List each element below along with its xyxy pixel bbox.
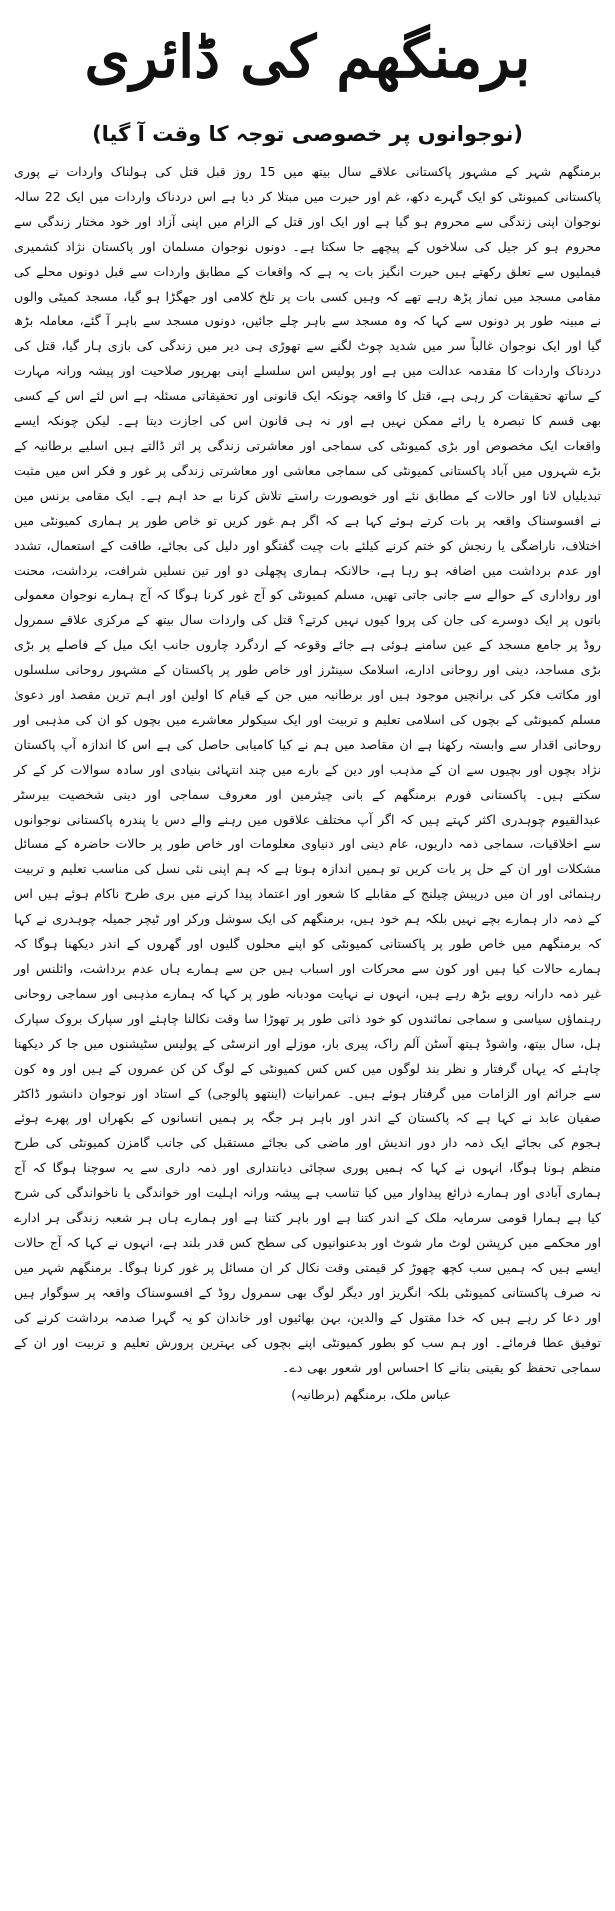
author-byline: عباس ملک، برمنگھم (برطانیہ)	[291, 1387, 451, 1403]
column-subtitle: (نوجوانوں پر خصوصی توجہ کا وقت آ گیا)	[92, 122, 523, 146]
article-body: برمنگھم شہر کے مشہور پاکستانی علاقے سال بیتھ میں 15 روز قبل قتل کی ہولناک واردات نے پوری پاکستانی کمیونٹی کو ایک گہرے دکھ، غم اور حیرت میں مبتلا کر دیا ہے اس دردناک واردات میں ایک 22 سالہ نوجوان اپنی زندگی سے محروم ہو گیا ہے اور ایک اور قتل کے الزام میں اپنی آزاد اور خود مختار زندگی سے محروم ہو کر جیل کی سلاخوں کے پیچھے جا سکتا ہے۔ دونوں نوجوان مسلمان اور پاکستان نژاد کشمیری فیملیوں سے تعلق رکھتے ہیں حیرت انگیز بات یہ ہے کہ واقعات کے مطابق واردات سے قبل دونوں محلے کی مقامی مسجد میں نماز پڑھ رہے تھے کہ وہیں کسی بات پر تلخ کلامی اور جھگڑا ہو گیا، مسجد کمیٹی والوں نے مبینہ طور پر دونوں سے کہا کہ وہ مسجد سے باہر چلے جائیں، دونوں مسجد سے باہر آ گئے، معاملہ بڑھ گیا اور ایک نوجوان غالباً سر میں شدید چوٹ لگنے سے تھوڑی ہی دیر میں زندگی کی بازی ہار گیا، قتل کی دردناک واردات کا مقدمہ عدالت میں ہے اور پولیس اس سلسلے اپنی بھرپور صلاحیت اور پیشہ ورانہ مہارت کے ساتھ تحقیقات کر رہی ہے، قتل کا واقعہ چونکہ ایک قانونی اور تحقیقاتی مسئلہ ہے اس لئے اس کے کسی بھی قسم کا تبصرہ یا رائے ممکن نہیں ہے اور نہ ہی قانون اس کی اجازت دیتا ہے۔ لیکن چونکہ ایسے واقعات ایک مخصوص اور بڑی کمیونٹی کی سماجی اور معاشرتی زندگی پر اثر ڈالتے ہیں اسلیے برطانیہ کے بڑے شہروں میں آباد پاکستانی کمیونٹی کی سماجی معاشی اور معاشرتی زندگی پر غور و فکر اس میں مثبت تبدیلیاں لانا اور حالات کے مطابق نئے اور خوبصورت راستے تلاش کرنا بے حد اہم ہے۔ ایک مقامی برنس مین نے افسوسناک واقعہ پر بات کرتے ہوئے کہا ہے کہ اگر ہم غور کریں تو خاص طور پر ہماری کمیونٹی میں اختلاف، ناراضگی یا رنجش کو ختم کرنے کیلئے بات چیت گفتگو اور دلیل کی بجائے، طاقت کے استعمال، تشدد اور عدم برداشت میں اضافہ ہو رہا ہے، حالانکہ ہماری پچھلی دو اور تین نسلیں شرافت، برداشت، محنت اور رواداری کے حوالے سے جانی جاتی تھیں، مسلم کمیونٹی کو آج غور کرنا ہوگا کہ آج ہمارے نوجوان معمولی باتوں پر ایک دوسرے کی جان کی پروا کیوں نہیں کرتے؟ قتل کی واردات سال بیتھ کے مرکزی علاقے سمرول روڈ پر جامع مسجد کے عین سامنے ہوئی ہے جائے وقوعہ کے اردگرد چاروں جانب ایک میل کے فاصلے پر بڑی بڑی مساجد، دینی اور روحانی ادارے، اسلامک سینٹرز اور خاص طور پر پاکستان کے مشہور روحانی سلسلوں اور مکاتب فکر کی برانچیں موجود ہیں اور برطانیہ میں جن کے قیام کا اولین اور اہم ترین مقصد اور دعویٰ مسلم کمیونٹی کے بچوں کی اسلامی تعلیم و تربیت اور ایک سیکولر معاشرے میں بچوں کو ان کی مذہبی اور روحانی اقدار سے وابستہ رکھنا ہے ان مقاصد میں ہم نے کیا کامیابی حاصل کی ہے اس کا اندازہ آپ پاکستان نژاد بچوں اور بچیوں سے ان کے مذہب اور دین کے بارے میں چند انتہائی بنیادی اور سادہ سوالات کر کے کر سکتے ہیں۔ پاکستانی فورم برمنگھم کے بانی چیئرمین اور معروف سماجی اور دینی شخصیت بیرسٹر عبدالقیوم چوہدری اکثر کہتے ہیں کہ اگر آپ مختلف علاقوں میں رہنے والے دس یا پندرہ پاکستانی نوجوانوں سے اخلاقیات، سماجی ذمہ داریوں، عام دینی اور دنیاوی معلومات اور خاص طور پر حالات حاضرہ کے مسائل مشکلات اور ان کے حل پر بات کریں تو ہمیں اندازہ ہوتا ہے کہ ہم اپنی نئی نسل کی مناسب تعلیم و تربیت رہنمائی اور ان میں درپیش چیلنج کے مقابلے کا شعور اور اعتماد پیدا کرنے میں بری طرح ناکام ہوئے ہیں اس کے ذمہ دار ہمارے بچے نہیں بلکہ ہم خود ہیں، برمنگھم کی ایک سوشل ورکر اور ٹیچر جمیلہ چوہدری نے کہا کہ برمنگھم میں خاص طور پر پاکستانی کمیونٹی کو اپنے محلوں گلیوں اور گھروں کے اندر دیکھنا ہوگا کہ ہمارے حالات کیا ہیں اور کون سے محرکات اور اسباب ہیں جن سے ہمارے ہاں عدم برداشت، وائلنس اور غیر ذمہ دارانہ رویے بڑھ رہے ہیں، انہوں نے نہایت مودبانہ طور پر کہا کہ ہمارے مذہبی اور سماجی روحانی رہنماؤں سیاسی و سماجی نمائندوں کو خود ذاتی طور پر تھوڑا سا وقت نکالنا چاہئے اور سپارک بروک سپارک ہل، سال بیتھ، واشوڈ ہیتھ آسٹن آلم راک، پیری بار، موزلے اور انرسٹی کے پولیس سٹیشنوں میں جا کر دیکھنا چاہئے کہ یہاں گرفتار و نظر بند لوگوں میں کس کس کمیونٹی کے لوگ کن کن عمروں کے ہیں اور وہ کون سے جرائم اور الزامات میں گرفتار ہوئے ہیں۔ عمرانیات (اینتھو پالوجی) کے استاد اور نوجوان دانشور ڈاکٹر صفیان عابد نے کہا ہے کہ پاکستان کے اندر اور باہر ہر جگہ پر ہمیں انسانوں کے بکھراں اور پھرے ہوئے ہجوم کی بجائے ایک ذمہ دار دور اندیش اور ماضی کی بجائے مستقبل کی جانب گامزن کمیونٹی کی طرح منظم ہونا ہوگا، انہوں نے کہا کہ ہمیں پوری سچائی دیانتداری اور ذمہ داری سے یہ سوچنا ہوگا کہ آج ہماری آبادی اور ہمارے ذرائع پیداوار میں کیا تناسب ہے پیشہ ورانہ اہلیت اور خواندگی یا ناخواندگی کی شرح کیا ہے ہمارا قومی سرمایہ ملک کے اندر کتنا ہے اور باہر کتنا ہے اور ہمارے ہاں ہر شعبہ زندگی ہر ادارے اور محکمے میں کرپشن لوٹ مار شوٹ اور بدعنوانیوں کی سطح کس قدر بلند ہے، انہوں نے کہا کہ آج حالات ایسے ہیں کہ ہمیں سب کچھ چھوڑ کر قیمتی وقت نکال کر ان مسائل پر غور کرنا ہوگا۔ برمنگھم شہر میں نہ صرف پاکستانی کمیونٹی بلکہ انگریز اور دیگر لوگ بھی سمرول روڈ کے افسوسناک واقعہ پر سوگوار ہیں اور دعا کر رہے ہیں کہ خدا مقتول کے والدین، بہن بھائیوں اور خاندان کو یہ گہرا صدمہ برداشت کرنے کی توفیق عطا فرمائے۔ اور ہم سب کو بطور کمیونٹی اپنے بچوں کی بہترین پرورش تعلیم و تربیت اور ان کے سماجی تحفظ کو یقینی بنانے کا احساس اور شعور بھی دے۔	[14, 164, 602, 1375]
column-title: برمنگھم کی ڈائری	[84, 23, 531, 91]
